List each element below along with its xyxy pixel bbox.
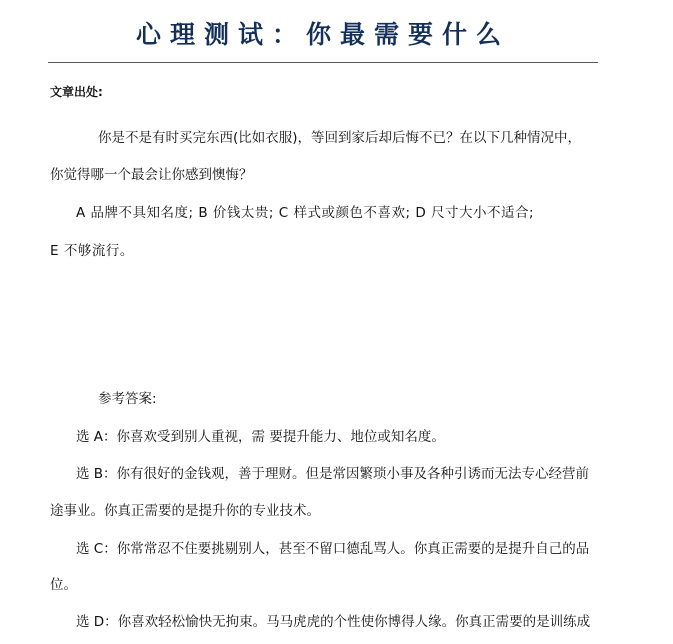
article-source-label: 文章出处:	[50, 85, 103, 99]
answer-c-line-2: 位。	[50, 577, 77, 593]
answer-c-line-1: 选 C：你常常忍不住要挑剔别人，甚至不留口德乱骂人。你真正需要的是提升自己的品	[76, 541, 590, 557]
document-title: 心理测试：你最需要什么	[135, 20, 510, 49]
answer-d-line-1: 选 D：你喜欢轻松愉快无拘束。马马虎虎的个性使你博得人缘。你真正需要的是训练成	[76, 614, 591, 630]
question-line-1: 你是不是有时买完东西(比如衣服)，等回到家后却后悔不已？在以下几种情况中，	[98, 130, 582, 146]
options-line-2: E 不够流行。	[50, 243, 134, 259]
answer-heading: 参考答案:	[98, 391, 157, 407]
answer-b-line-1: 选 B：你有很好的金钱观，善于理财。但是常因繁琐小事及各种引诱而无法专心经营前	[76, 466, 590, 482]
question-line-2: 你觉得哪一个最会让你感到懊悔？	[50, 167, 253, 183]
answer-b-line-2: 途事业。你真正需要的是提升你的专业技术。	[50, 503, 320, 519]
answer-a: 选 A：你喜欢受到别人重视，需 要提升能力、地位或知名度。	[76, 429, 445, 445]
title-divider	[48, 62, 598, 63]
options-line-1: A 品牌不具知名度; B 价钱太贵; C 样式或颜色不喜欢; D 尺寸大小不适合;	[76, 205, 535, 221]
